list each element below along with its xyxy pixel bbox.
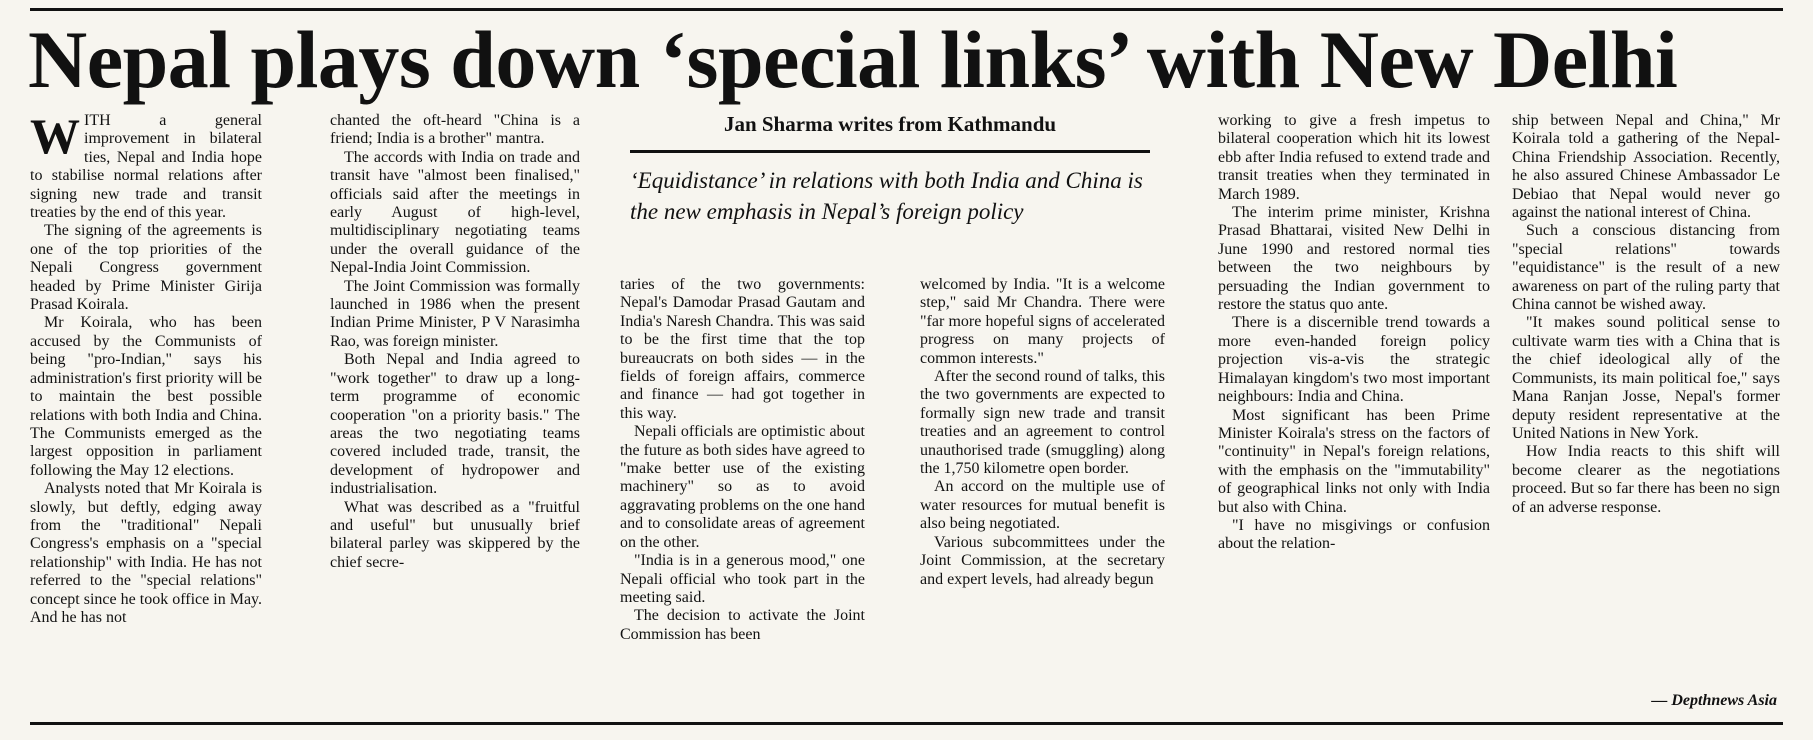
paragraph: Various subcommittees under the Joint Commission, at the secretary and expert levels, had already begun (920, 533, 1165, 588)
paragraph: "I have no misgivings or confusion about the relation- (1218, 516, 1490, 553)
paragraph: Analysts noted that Mr Koirala is slowly, but deftly, edging away from the "traditional" Nepali Congress's emphasis on a "special relationship" with India. He has not referred to the "special relations" concept since he took office in May. And he has not (30, 480, 262, 626)
paragraph: Such a conscious distancing from "special relations" towards "equidistance" is the result of a new awareness on part of the ruling party that China cannot be wished away. (1512, 222, 1780, 314)
paragraph: welcomed by India. "It is a welcome step," said Mr Chandra. There were "far more hopeful signs of accelerated progress on many projects of common interests." (920, 276, 1165, 367)
paragraph: What was described as a "fruitful and useful" but unusually brief bilateral parley was skippered by the chief secre- (330, 498, 580, 571)
paragraph: After the second round of talks, this the two governments are expected to formally sign new trade and transit treaties and an agreement to control unauthorised trade (smuggling) along the 1,750 kilometre open border. (920, 368, 1165, 478)
paragraph: "India is in a generous mood," one Nepali official who took part in the meeting said. (620, 552, 865, 606)
source-credit: — Depthnews Asia (1651, 692, 1777, 709)
paragraph: Most significant has been Prime Minister Koirala's stress on the factors of "continuity" in Nepal's foreign relations, with the emphasis on the "immutability" of geographical links not only with India but also with China. (1218, 406, 1490, 516)
byline-rule (630, 150, 1150, 153)
paragraph: The signing of the agreements is one of the top priorities of the Nepali Congress government headed by Prime Minister Girija Prasad Koirala. (30, 222, 262, 314)
column-3 (620, 276, 865, 644)
paragraph: The interim prime minister, Krishna Prasad Bhattarai, visited New Delhi in June 1990 and restored normal ties between the two neighbours by persuading the Indian government to restore the status quo ante. (1218, 204, 1490, 314)
paragraph: taries of the two governments: Nepal's Damodar Prasad Gautam and India's Naresh Chandra. This was said to be the first time that the top bureaucrats on both sides — in the fields of foreign affairs, commerce and finance — had got together in this way. (620, 276, 865, 422)
paragraph: Nepali officials are optimistic about the future as both sides have agreed to "make better use of the existing machinery" so as to avoid aggravating problems on the one hand and to consolidate areas of agreement on the other. (620, 423, 865, 551)
paragraph: working to give a fresh impetus to bilateral cooperation which hit its lowest ebb after India refused to extend trade and transit treaties when they terminated in March 1989. (1218, 112, 1490, 203)
top-rule (30, 8, 1783, 11)
paragraph: There is a discernible trend towards a more even-handed foreign policy projection vis-a-vis the strategic Himalayan kingdom's two most important neighbours: India and China. (1218, 314, 1490, 406)
paragraph: Both Nepal and India agreed to "work together" to draw up a long-term programme of economic cooperation "on a priority basis." The areas the two negotiating teams covered included trade, transit, the development of hydropower and industrialisation. (330, 351, 580, 498)
paragraph: ship between Nepal and China," Mr Koirala told a gathering of the Nepal-China Friendship Association. Recently, he also assured Chinese Ambassador Le Debiao that Nepal would never go against the national interest of China. (1512, 112, 1780, 222)
paragraph: The Joint Commission was formally launched in 1986 when the present Indian Prime Minister, P V Narasimha Rao, was foreign minister. (330, 277, 580, 350)
column-1 (30, 108, 262, 627)
paragraph: "It makes sound political sense to cultivate warm ties with a China that is the chief ideological ally of the Communists, its main political foe," says Mana Ranjan Josse, Nepal's former deputy resident representative at the United Nations in New York. (1512, 314, 1780, 442)
column-4 (920, 276, 1165, 589)
standfirst: ‘Equidistance’ in relations with both India and China is the new emphasis in Nepal’s foreign policy (630, 168, 1143, 224)
column-5 (1218, 112, 1490, 554)
paragraph: chanted the oft-heard "China is a friend; India is a brother" mantra. (330, 112, 580, 148)
column-6 (1512, 112, 1780, 517)
paragraph: How India reacts to this shift will become clearer as the negotiations proceed. But so far there has been no sign of an adverse response. (1512, 443, 1780, 516)
bottom-rule (30, 722, 1783, 725)
column-2 (330, 112, 580, 572)
paragraph: The decision to activate the Joint Commission has been (620, 607, 865, 643)
paragraph: ITH a general improvement in bilateral ties, Nepal and India hope to stabilise normal relations after signing new trade and transit treaties by the end of this year. (30, 112, 262, 222)
headline: Nepal plays down ‘special links’ with New Delhi (28, 14, 1678, 105)
paragraph: Mr Koirala, who has been accused by the Communists of being "pro-Indian," says his administration's first priority will be to maintain the best possible relations with both India and China. The Communists emerged as the largest opposition in parliament following the May 12 elections. (30, 314, 262, 479)
paragraph: An accord on the multiple use of water resources for mutual benefit is also being negotiated. (920, 478, 1165, 533)
byline: Jan Sharma writes from Kathmandu (723, 112, 1057, 136)
paragraph: The accords with India on trade and transit have "almost been finalised," officials said after the meetings in early August of high-level, multidisciplinary negotiating teams under the overall guidance of the Nepal-India Joint Commission. (330, 148, 580, 277)
drop-cap: W (30, 108, 80, 164)
